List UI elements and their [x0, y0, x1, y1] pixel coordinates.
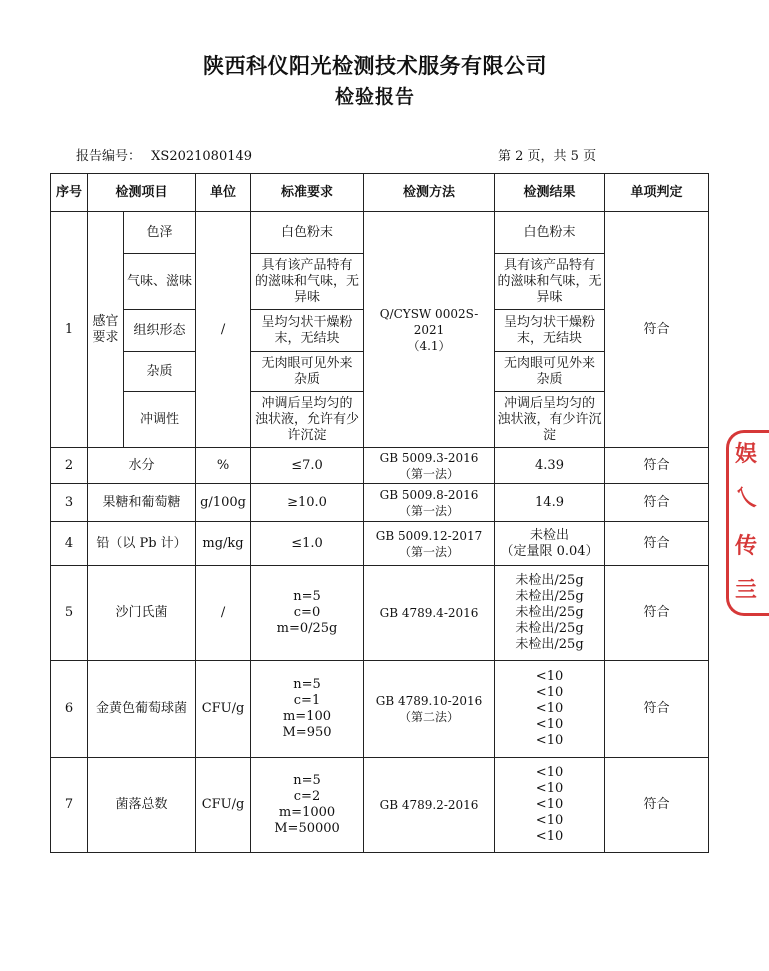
stamp-char: 传 [735, 534, 758, 559]
verdict-cell: 符合 [605, 212, 709, 448]
method-cell-line: Q/CYSW 0002S-2021 [379, 306, 479, 337]
result-cell [495, 212, 605, 254]
unit-cell: mg/kg [196, 522, 251, 566]
result-cell-line: <10 [535, 829, 564, 844]
result-cell-line: <10 [535, 765, 564, 780]
test-item-name: 金黄色葡萄球菌 [88, 661, 196, 758]
method-cell-line: GB 4789.2-2016 [379, 798, 479, 812]
verdict-cell: 符合 [605, 448, 709, 484]
requirement-cell-line: c=0 [293, 605, 321, 620]
result-cell-line: <10 [535, 717, 564, 732]
method-cell-line: GB 5009.12-2017 [375, 528, 483, 543]
method-cell-line: GB 4789.10-2016 [375, 694, 483, 708]
result-cell-line: <10 [535, 781, 564, 796]
test-item-name: 沙门氏菌 [88, 566, 196, 661]
test-item-name: 气味、滋味 [124, 254, 196, 310]
result-cell-line: 杂质 [536, 371, 563, 387]
test-item-name: 色泽 [124, 212, 196, 254]
test-item-name: 杂质 [124, 352, 196, 392]
requirement-cell-line: 白色粉末 [281, 224, 334, 240]
table-row [51, 661, 709, 758]
col-header-method: 检测方法 [364, 174, 495, 212]
verdict-cell: 符合 [605, 661, 709, 758]
method-cell-line: GB 5009.3-2016 [379, 450, 479, 465]
table-header-row [51, 174, 709, 212]
requirement-cell-line: n=5 [293, 589, 321, 604]
requirement-cell-line: ≤7.0 [291, 457, 323, 473]
test-item-name: 果糖和葡萄糖 [88, 484, 196, 522]
method-cell-line: （第一法） [399, 503, 460, 518]
sensory-group-label-line: 要求 [92, 329, 119, 345]
col-header-no: 序号 [51, 174, 88, 212]
requirement-cell-line: m=0/25g [276, 621, 338, 636]
method-cell [364, 522, 495, 566]
requirement-cell-line: n=5 [293, 677, 321, 692]
requirement-cell-line: 具有该产品特有 [261, 257, 353, 273]
result-cell-line: 4.39 [535, 457, 564, 473]
test-item-name: 铅（以 Pb 计） [88, 522, 196, 566]
report-title: 检验报告 [334, 86, 415, 108]
method-cell [364, 212, 495, 448]
table-row [51, 484, 709, 522]
result-cell-line: 呈均匀状干燥粉 [504, 314, 596, 330]
method-cell-line: GB 4789.4-2016 [379, 606, 479, 620]
unit-cell: / [196, 212, 251, 448]
row-no: 4 [51, 522, 88, 566]
sensory-group-label [88, 212, 124, 448]
requirement-cell-line: c=2 [293, 789, 321, 804]
row-no: 1 [51, 212, 88, 448]
method-cell [364, 484, 495, 522]
stamp-char: 娱 [735, 442, 758, 467]
result-cell [495, 392, 605, 448]
table-row [51, 212, 709, 254]
table-row [51, 448, 709, 484]
requirement-cell [251, 212, 364, 254]
verdict-cell: 符合 [605, 566, 709, 661]
result-cell [495, 522, 605, 566]
result-cell-line: 的滋味和气味，无 [497, 273, 602, 289]
method-cell-line: （4.1） [407, 338, 451, 353]
result-cell-line: 未检出 [530, 527, 570, 543]
requirement-cell-line: M=50000 [274, 821, 340, 836]
result-cell-line: 未检出/25g [515, 637, 584, 652]
result-cell-line: 未检出/25g [515, 621, 584, 636]
requirement-cell-line: 许沉淀 [287, 427, 327, 443]
result-cell-line: <10 [535, 813, 564, 828]
row-no: 2 [51, 448, 88, 484]
result-cell-line: <10 [535, 685, 564, 700]
unit-cell: / [196, 566, 251, 661]
requirement-cell-line: M=950 [282, 725, 332, 740]
requirement-cell [251, 310, 364, 352]
method-cell-line: （第一法） [399, 544, 460, 559]
result-cell [495, 310, 605, 352]
result-cell [495, 566, 605, 661]
table-row [51, 522, 709, 566]
result-cell-line: 未检出/25g [515, 605, 584, 620]
result-cell-line: 异味 [536, 289, 563, 305]
method-cell [364, 566, 495, 661]
result-cell-line: <10 [535, 701, 564, 716]
page-info: 第 2 页，共 5 页 [498, 149, 597, 164]
requirement-cell-line: 异味 [294, 289, 321, 305]
test-item-name: 菌落总数 [88, 758, 196, 853]
result-cell [495, 352, 605, 392]
method-cell [364, 448, 495, 484]
sensory-group-label-line: 感官 [92, 313, 119, 329]
result-cell-line: 末，无结块 [517, 330, 583, 346]
requirement-cell-line: m=100 [282, 709, 332, 724]
result-cell-line: 淀 [543, 427, 557, 443]
red-seal-stamp [726, 430, 769, 616]
requirement-cell-line: 末，无结块 [274, 330, 340, 346]
requirement-cell-line: 冲调后呈均匀的 [261, 395, 353, 411]
requirement-cell [251, 758, 364, 853]
requirement-cell [251, 392, 364, 448]
table-row [51, 566, 709, 661]
result-cell-line: 浊状液，有少许沉 [497, 411, 602, 427]
result-cell [495, 661, 605, 758]
requirement-cell-line: 呈均匀状干燥粉 [261, 314, 353, 330]
unit-cell: CFU/g [196, 661, 251, 758]
requirement-cell [251, 352, 364, 392]
requirement-cell-line: n=5 [293, 773, 321, 788]
table-row [51, 758, 709, 853]
requirement-cell-line: 浊状液，允许有少 [255, 411, 360, 427]
requirement-cell [251, 484, 364, 522]
row-no: 5 [51, 566, 88, 661]
result-cell-line: 未检出/25g [515, 589, 584, 604]
result-cell-line: <10 [535, 797, 564, 812]
requirement-cell [251, 448, 364, 484]
test-item-name: 组织形态 [124, 310, 196, 352]
result-cell-line: 冲调后呈均匀的 [504, 395, 596, 411]
method-cell-line: GB 5009.8-2016 [379, 487, 479, 502]
col-header-result: 检测结果 [495, 174, 605, 212]
results-table [50, 173, 709, 853]
result-cell-line: <10 [535, 733, 564, 748]
verdict-cell: 符合 [605, 522, 709, 566]
result-cell-line: 白色粉末 [523, 224, 576, 240]
requirement-cell-line: 的滋味和气味，无 [255, 273, 360, 289]
method-cell [364, 758, 495, 853]
result-cell [495, 758, 605, 853]
requirement-cell-line: 杂质 [294, 371, 321, 387]
test-item-name: 冲调性 [124, 392, 196, 448]
result-cell-line: 无肉眼可见外来 [504, 355, 596, 371]
result-cell [495, 254, 605, 310]
stamp-char: 亖 [735, 578, 758, 603]
row-no: 3 [51, 484, 88, 522]
test-item-name: 水分 [88, 448, 196, 484]
result-cell-line: 未检出/25g [515, 573, 584, 588]
row-no: 6 [51, 661, 88, 758]
requirement-cell [251, 566, 364, 661]
col-header-item: 检测项目 [88, 174, 196, 212]
requirement-cell-line: ≤1.0 [291, 535, 323, 551]
unit-cell: g/100g [196, 484, 251, 522]
verdict-cell: 符合 [605, 484, 709, 522]
method-cell-line: （第一法） [399, 466, 460, 481]
row-no: 7 [51, 758, 88, 853]
requirement-cell-line: c=1 [293, 693, 321, 708]
result-cell-line: 14.9 [535, 494, 564, 510]
col-header-unit: 单位 [196, 174, 251, 212]
unit-cell: CFU/g [196, 758, 251, 853]
result-cell-line: 具有该产品特有 [504, 257, 596, 273]
requirement-cell [251, 661, 364, 758]
result-cell-line: <10 [535, 669, 564, 684]
report-number [76, 145, 252, 164]
stamp-char: 乀 [735, 486, 758, 511]
company-name: 陕西科仪阳光检测技术服务有限公司 [203, 54, 547, 78]
result-cell [495, 484, 605, 522]
col-header-verdict: 单项判定 [605, 174, 709, 212]
report-number-label: 报告编号： [76, 149, 142, 164]
requirement-cell-line: m=1000 [278, 805, 336, 820]
result-cell-line: （定量限 0.04） [500, 543, 599, 559]
requirement-cell-line: ≥10.0 [287, 494, 327, 510]
unit-cell: % [196, 448, 251, 484]
verdict-cell: 符合 [605, 758, 709, 853]
method-cell [364, 661, 495, 758]
method-cell-line: （第二法） [399, 710, 460, 724]
requirement-cell [251, 254, 364, 310]
requirement-cell-line: 无肉眼可见外来 [261, 355, 353, 371]
requirement-cell [251, 522, 364, 566]
report-number-value: XS2021080149 [151, 149, 253, 164]
result-cell [495, 448, 605, 484]
col-header-requirement: 标准要求 [251, 174, 364, 212]
